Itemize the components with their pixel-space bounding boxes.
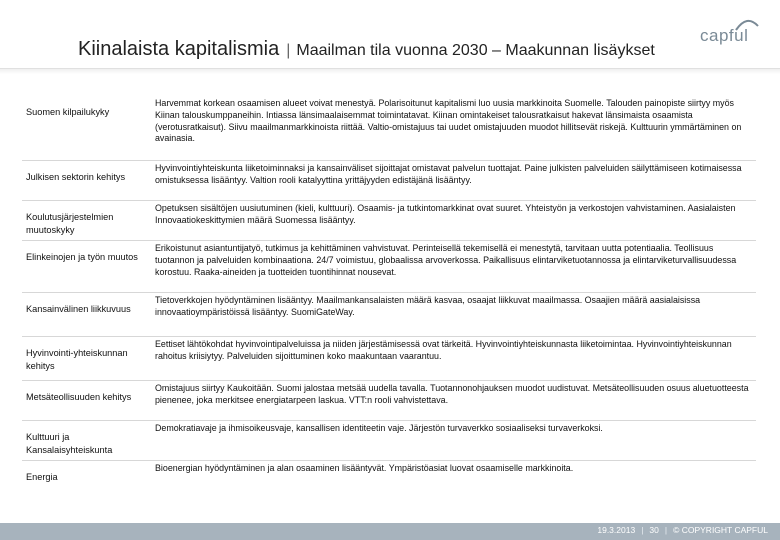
logo-text: capful bbox=[700, 26, 749, 45]
row-text: Erikoistunut asiantuntijatyö, tutkimus ja kehittäminen vahvistuvat. Perinteisellä tekemisellä ei menestytä, tarvitaan uutta potentiaalia. Teollisuus tuotannon ja palveluiden kombinaationa. 24/7 voimistuu, globaalissa arvoverkossa. Paikallisuus elintarviketuotannossa ja elintarviketurvallisuudessa korostuu. Raaka-aineiden ja tuotteiden tuontihinnat nousevat. bbox=[155, 243, 737, 277]
row-label: Kulttuuri ja Kansalaisyhteiskunta bbox=[26, 432, 113, 455]
table-row bbox=[22, 336, 756, 380]
row-text: Tietoverkkojen hyödyntäminen lisääntyy. Maailmankansalaisten määrä kasvaa, osaajat liikkuvat maailmassa. Osaajien määrä aasialaisissa innovaatioympäristöissä lisääntyy. SuomiGateWay. bbox=[155, 295, 701, 317]
content-table bbox=[22, 96, 756, 500]
row-label: Koulutusjärjestelmien muutoskyky bbox=[26, 212, 114, 235]
capful-logo bbox=[700, 16, 762, 50]
footer-separator: | bbox=[641, 525, 644, 535]
row-text: Opetuksen sisältöjen uusiutuminen (kieli, kulttuuri). Osaamis- ja tutkintomarkkinat ovat suuret. Yhteistyön ja verkostojen vahvistaminen. Aasialaisten Innovaatiokeskittymien määrä Suomessa lisääntyy. bbox=[155, 203, 736, 225]
footer-info bbox=[597, 525, 768, 535]
row-text: Omistajuus siirtyy Kaukoitään. Suomi jalostaa metsää uudella tavalla. Tuotannonohjauksen muodot uudistuvat. Metsäteollisuuden osuus aluetuotteesta pienenee, joka merkitsee energiatarpeen laskua. VTT:n rooli vahvistettava. bbox=[155, 383, 749, 405]
row-label: Metsäteollisuuden kehitys bbox=[26, 392, 132, 402]
row-label: Suomen kilpailukyky bbox=[26, 107, 110, 117]
row-text: Harvemmat korkean osaamisen alueet voivat menestyä. Polarisoitunut kapitalismi luo uusia markkinoita Suomelle. Talouden painopiste siirtyy myös Kiinan talouskumppaneihin. Intiassa länsimaalaisemmat toimintatavat. Kiinan omintakeiset talousratkaisut hakevat länsimaista osaamista (verotusratkaisut). Siivu maailmanmarkkinoista riittää. Valtio-omistajuus tai uudet omistajuuden muodot hillitsevät riskejä. Kulttuurin ymmärtäminen on avainasia. bbox=[155, 98, 742, 144]
row-text: Eettiset lähtökohdat hyvinvointipalveluissa ja niiden järjestämisessä ovat tärkeitä. Hyvinvointiyhteiskunnasta liiketoimintaa. Hyvinvointiyhteiskunnan rahoitus kriisiytyy. Palveluiden sijoittuminen koko maakuntaan vaarantuu. bbox=[155, 339, 732, 361]
row-label: Julkisen sektorin kehitys bbox=[26, 172, 126, 182]
row-label: Kansainvälinen liikkuvuus bbox=[26, 304, 131, 314]
footer-separator: | bbox=[664, 525, 668, 535]
footer-date: 19.3.2013 bbox=[597, 525, 636, 535]
table-row bbox=[22, 460, 756, 500]
title-separator: | bbox=[286, 42, 291, 59]
row-text: Demokratiavaje ja ihmisoikeusvaje, kansallisen identiteetin vaje. Järjestön turvaverkko sosiaaliseksi turvaverkoksi. bbox=[155, 423, 603, 433]
table-row bbox=[22, 160, 756, 200]
table-row bbox=[22, 420, 756, 460]
slide-title bbox=[78, 38, 655, 61]
row-label: Elinkeinojen ja työn muutos bbox=[26, 252, 138, 262]
title-main: Kiinalaista kapitalismia bbox=[78, 38, 280, 60]
row-label: Hyvinvointi-yhteiskunnan kehitys bbox=[26, 348, 128, 371]
table-row bbox=[22, 240, 756, 292]
row-text: Hyvinvointiyhteiskunta liiketoiminnaksi ja kansainväliset sijoittajat omistavat palvelun tuottajat. Paine julkisten palveluiden säilyttämiseen kotimaisessa omistuksessa lisääntyy. Valtion rooli katalyyttina yrittäjyyden edistäjänä lisääntyy. bbox=[155, 163, 742, 185]
table-row bbox=[22, 200, 756, 240]
row-text: Bioenergian hyödyntäminen ja alan osaaminen lisääntyvät. Ympäristöasiat luovat osaamiselle markkinoita. bbox=[155, 463, 574, 473]
title-subtitle: Maailman tila vuonna 2030 – Maakunnan lisäykset bbox=[296, 42, 655, 59]
table-row bbox=[22, 380, 756, 420]
footer-bar bbox=[0, 523, 780, 540]
header-divider bbox=[0, 68, 780, 74]
table-row bbox=[22, 292, 756, 336]
row-label: Energia bbox=[26, 472, 58, 482]
footer-copyright: © COPYRIGHT CAPFUL bbox=[673, 525, 768, 535]
table-row bbox=[22, 96, 756, 160]
footer-page-number: 30 bbox=[649, 525, 659, 535]
